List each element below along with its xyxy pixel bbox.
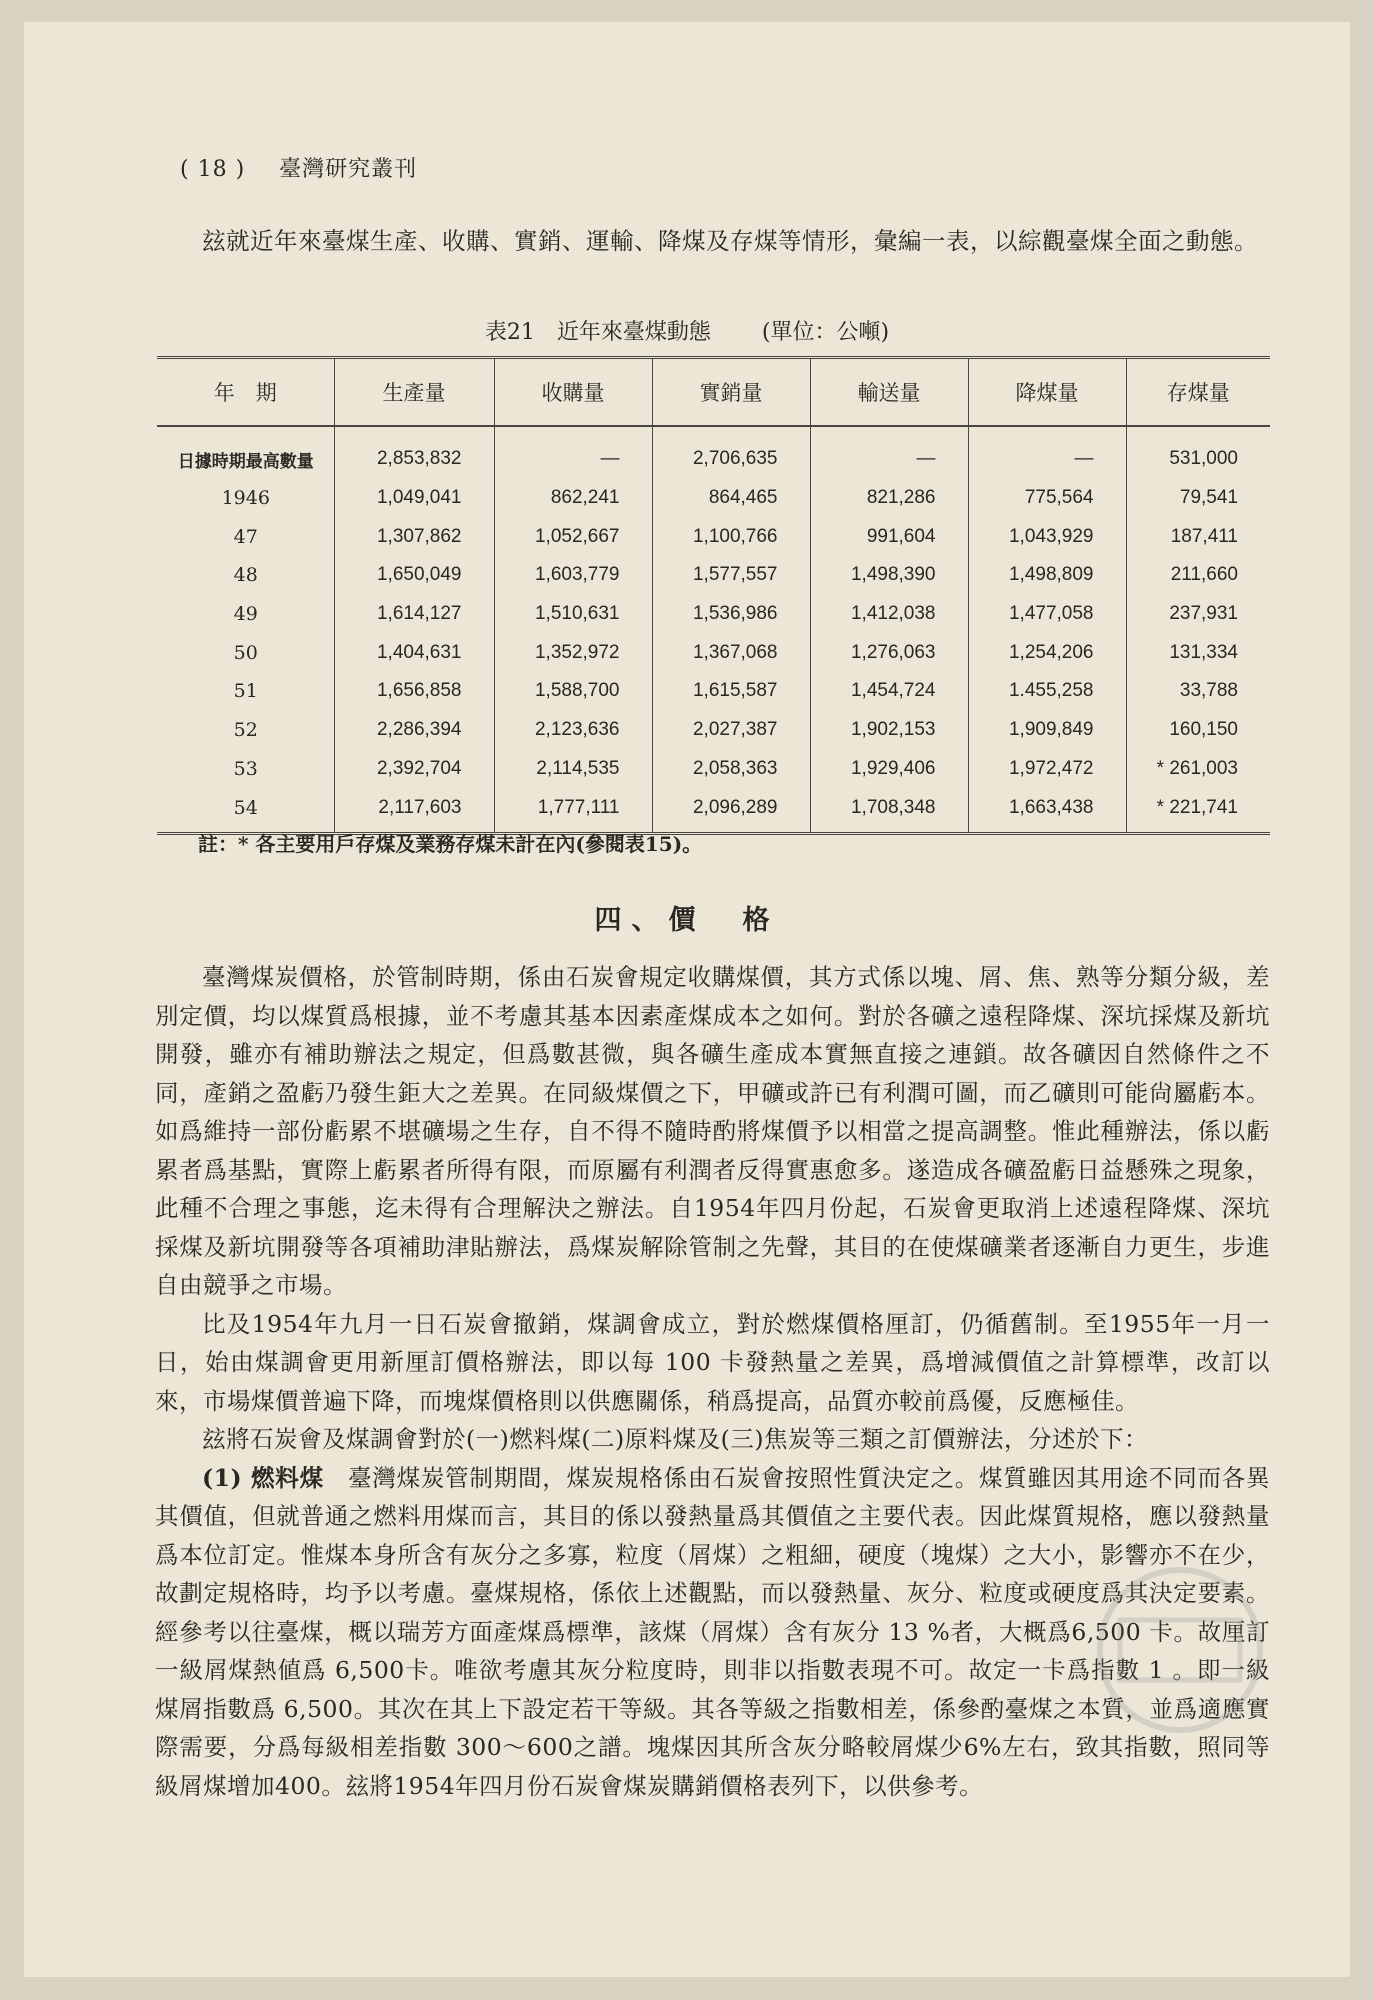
table-cell: 1,367,068 — [652, 633, 810, 672]
table-row — [157, 479, 1270, 518]
table-cell: 1,454,724 — [810, 672, 968, 711]
table-cell: 1,603,779 — [494, 556, 652, 595]
row-label: 49 — [233, 603, 258, 626]
table-cell: 131,334 — [1126, 633, 1270, 672]
table-row — [157, 556, 1270, 595]
table-cell: 2,096,289 — [652, 788, 810, 833]
table-cell: 2,392,704 — [334, 750, 494, 789]
table-cell: 1,498,390 — [810, 556, 968, 595]
table-cell: — — [810, 426, 968, 479]
table-cell: 1,100,766 — [652, 517, 810, 556]
table-row — [157, 711, 1270, 750]
table-cell: 862,241 — [494, 479, 652, 518]
table-cell: 1,972,472 — [968, 750, 1126, 789]
row-label: 50 — [233, 641, 258, 664]
row-label: 54 — [157, 788, 334, 833]
table-cell: 2,706,635 — [652, 426, 810, 479]
row-label: 53 — [233, 757, 258, 780]
table-row — [157, 426, 1270, 479]
table-cell: 531,000 — [1126, 426, 1270, 479]
row-label: 日據時期最高數量 — [177, 451, 314, 472]
table-cell: 1,404,631 — [334, 633, 494, 672]
coal-dynamics-table — [157, 356, 1270, 835]
page-number: ( 18 ) — [180, 157, 246, 182]
table-cell: 1,352,972 — [494, 633, 652, 672]
table-cell: 821,286 — [810, 479, 968, 518]
column-header: 降煤量 — [968, 358, 1126, 427]
table-cell: 79,541 — [1126, 479, 1270, 518]
row-label: 51 — [233, 680, 258, 703]
table-cell: 1,307,862 — [334, 517, 494, 556]
intro-text: 玆就近年來臺煤生產、收購、實銷、運輸、降煤及存煤等情形，彙編一表，以綜觀臺煤全面之動態。 — [202, 227, 1258, 255]
row-label: 1946 — [221, 487, 270, 510]
subsection-label: (1) 燃料煤 — [202, 1463, 324, 1492]
table-cell: 1,929,406 — [810, 750, 968, 789]
table-cell: 160,150 — [1126, 711, 1270, 750]
table-cell: 1,577,557 — [652, 556, 810, 595]
column-header: 年 期 — [157, 358, 334, 427]
table-cell: 1,049,041 — [334, 479, 494, 518]
table-row — [157, 750, 1270, 789]
body-paragraph: 比及1954年九月一日石炭會撤銷，煤調會成立，對於燃煤價格厘訂，仍循舊制。至1955年一月一日，始由煤調會更用新厘訂價格辦法，即以每 100 卡發熱量之差異，爲增減價值之計算標準，改訂以來，市場煤價普遍下降，而塊煤價格則以供應關係，稍爲提高，品質亦較前爲優，反應極佳。 — [155, 1309, 1270, 1415]
table-header-row — [157, 358, 1270, 427]
column-header: 收購量 — [494, 358, 652, 427]
table-row — [157, 633, 1270, 672]
table-cell: 1,276,063 — [810, 633, 968, 672]
table-cell: 1,902,153 — [810, 711, 968, 750]
table-cell: 2,853,832 — [334, 426, 494, 479]
section-title: 四、價 格 — [594, 905, 780, 936]
table-cell: 2,117,603 — [334, 788, 494, 833]
intro-paragraph — [155, 222, 1270, 261]
table-cell: 2,058,363 — [652, 750, 810, 789]
table-row — [157, 595, 1270, 634]
table-cell: * 261,003 — [1126, 750, 1270, 789]
body-paragraph: 玆將石炭會及煤調會對於(一)燃料煤(二)原料煤及(三)焦炭等三類之訂價辦法，分述於下： — [202, 1425, 1149, 1453]
table-row — [157, 788, 1270, 833]
table-unit: (單位：公噸) — [761, 320, 890, 345]
table-cell: — — [968, 426, 1126, 479]
table-cell: 187,411 — [1126, 517, 1270, 556]
table-cell: 1,536,986 — [652, 595, 810, 634]
table-cell: 1,498,809 — [968, 556, 1126, 595]
row-label: 52 — [233, 719, 258, 742]
watermark-logo — [1050, 1550, 1310, 1750]
table-cell: 1,615,587 — [652, 672, 810, 711]
table-cell: 1,510,631 — [494, 595, 652, 634]
subsection-text: 臺灣煤炭管制期間，煤炭規格係由石炭會按照性質決定之。煤質雖因其用途不同而各異其價值，但就普通之燃料用煤而言，其目的係以發熱量爲其價值之主要代表。因此煤質規格，應以發熱量爲本位訂定。惟煤本身所含有灰分之多寡，粒度（屑煤）之粗細，硬度（塊煤）之大小，影響亦不在少，故劃定規格時，均予以考慮。臺煤規格，係依上述觀點，而以發熱量、灰分、粒度或硬度爲其決定要素。經參考以往臺煤，概以瑞芳方面產煤爲標準，該煤（屑煤）含有灰分 13 %者，大概爲6,500 卡。故厘訂一級屑煤熱値爲 6,500卡。唯欲考慮其灰分粒度時，則非以指數表現不可。故定一卡爲指數 1 。即一級煤屑指數爲 6,500。其次在其上下設定若干等級。其各等級之指數相差，係參酌臺煤之本質，並爲適應實際需要，分爲每級相差指數 300～600之譜。塊煤因其所含灰分略較屑煤少6%左右，致其指數，照同等級屑煤增加400。玆將1954年四月份石炭會煤炭購銷價格表列下，以供參考。 — [155, 1463, 1270, 1800]
series-title: 臺灣研究叢刊 — [279, 157, 418, 182]
table-cell: 211,660 — [1126, 556, 1270, 595]
table-cell: 1,663,438 — [968, 788, 1126, 833]
table-cell: — — [494, 426, 652, 479]
column-header: 輸送量 — [810, 358, 968, 427]
table-cell: 1,588,700 — [494, 672, 652, 711]
table-cell: 1,656,858 — [334, 672, 494, 711]
table-cell: 2,027,387 — [652, 711, 810, 750]
table-cell: 1,909,849 — [968, 711, 1126, 750]
table-caption — [0, 315, 1374, 346]
table-cell: 1,412,038 — [810, 595, 968, 634]
body-paragraph: 臺灣煤炭價格，於管制時期，係由石炭會規定收購煤價，其方式係以塊、屑、焦、熟等分類分級，差別定價，均以煤質爲根據，並不考慮其基本因素產煤成本之如何。對於各礦之遠程降煤、深坑採煤及新坑開發，雖亦有補助辦法之規定，但爲數甚微，與各礦生產成本實無直接之連鎖。故各礦因自然條件之不同，產銷之盈虧乃發生鉅大之差異。在同級煤價之下，甲礦或許已有利潤可圖，而乙礦則可能尙屬虧本。如爲維持一部份虧累不堪礦場之生存，自不得不隨時酌將煤價予以相當之提高調整。惟此種辦法，係以虧累者爲基點，實際上虧累者所得有限，而原屬有利潤者反得實惠愈多。遂造成各礦盈虧日益懸殊之現象，此種不合理之事態，迄未得有合理解決之辦法。自1954年四月份起，石炭會更取消上述遠程降煤、深坑採煤及新坑開發等各項補助津貼辦法，爲煤炭解除管制之先聲，其目的在使煤礦業者逐漸自力更生，步進自由競爭之市場。 — [155, 963, 1270, 1299]
table-cell: 1,477,058 — [968, 595, 1126, 634]
table-cell: 991,604 — [810, 517, 968, 556]
table-title: 表21 近年來臺煤動態 — [484, 320, 711, 345]
table-cell: 1,777,111 — [494, 788, 652, 833]
table-row — [157, 517, 1270, 556]
table-cell: * 221,741 — [1126, 788, 1270, 833]
column-header: 生產量 — [334, 358, 494, 427]
table-cell: 1.455,258 — [968, 672, 1126, 711]
table-cell: 237,931 — [1126, 595, 1270, 634]
table-cell: 2,286,394 — [334, 711, 494, 750]
row-label: 48 — [233, 564, 258, 587]
table-cell: 33,788 — [1126, 672, 1270, 711]
page-header — [180, 152, 417, 183]
table-cell: 1,052,667 — [494, 517, 652, 556]
table-cell: 1,254,206 — [968, 633, 1126, 672]
column-header: 存煤量 — [1126, 358, 1270, 427]
table-cell: 2,114,535 — [494, 750, 652, 789]
table-cell: 1,614,127 — [334, 595, 494, 634]
row-label: 47 — [233, 525, 258, 548]
table-cell: 864,465 — [652, 479, 810, 518]
table-row — [157, 672, 1270, 711]
table-cell: 775,564 — [968, 479, 1126, 518]
table-cell: 1,043,929 — [968, 517, 1126, 556]
table-cell: 1,708,348 — [810, 788, 968, 833]
column-header: 實銷量 — [652, 358, 810, 427]
table-cell: 1,650,049 — [334, 556, 494, 595]
table-note: 註：* 各主要用戶存煤及業務存煤未計在內(參閱表15)。 — [198, 832, 703, 856]
table-cell: 2,123,636 — [494, 711, 652, 750]
